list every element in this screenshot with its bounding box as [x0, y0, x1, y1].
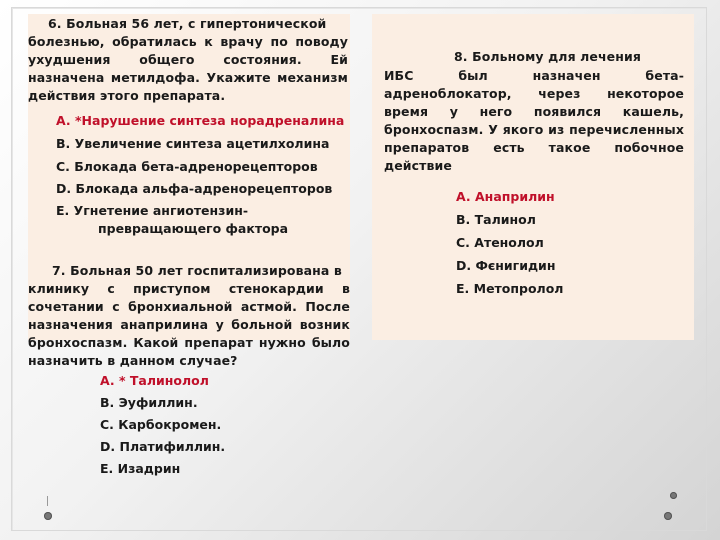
q7-option-a: A. * Талинолол — [100, 373, 209, 388]
q6-option-d: D. Блокада альфа-адренорецепторов — [56, 181, 333, 196]
q6-option-c: C. Блокада бета-адренорецепторов — [56, 159, 318, 174]
q7-option-b: B. Эуфиллин. — [100, 395, 198, 410]
q8-option-b: B. Талинол — [456, 212, 536, 227]
q6-option-e-cont: превращающего фактора — [98, 221, 289, 236]
q7-stem-first-line: 7. Больная 50 лет госпитализирована в — [52, 263, 342, 278]
q6-option-e: E. Угнетение ангиотензин- — [56, 203, 249, 218]
decorative-dot-icon — [44, 512, 52, 520]
q8-stem-first-line: 8. Больному для лечения — [454, 49, 641, 64]
q6-stem-first-line: 6. Больная 56 лет, с гипертонической — [48, 16, 327, 31]
q8-stem: ИБС был назначен бета-адреноблокатор, через некоторое время у него появился кашель, бронхоспазм. У якого из перечисленных препаратов есть такое побочное действие — [384, 68, 684, 173]
q7-option-c: C. Карбокромен. — [100, 417, 222, 432]
q6-option-a: A. *Нарушение синтеза норадреналина — [56, 113, 345, 128]
q8-option-c: C. Атенолол — [456, 235, 544, 250]
q8-option-e: E. Метопролол — [456, 281, 564, 296]
decorative-dot-icon — [664, 512, 672, 520]
q8-option-d: D. Фєнигидин — [456, 258, 556, 273]
decorative-tick-icon — [47, 496, 48, 506]
q6-option-b: B. Увеличение синтеза ацетилхолина — [56, 136, 330, 151]
q8-option-a: A. Анаприлин — [456, 189, 555, 204]
q7-stem: клинику с приступом стенокардии в сочетании с бронхиальной астмой. После назначения анаприлина у больной возник бронхоспазм. Какой препарат нужно было назначить в данном случае? — [28, 281, 350, 368]
q6-stem: болезнью, обратилась к врачу по поводу ухудшения общего состояния. Ей назначена метилдофа. Укажите механизм действия этого препарата. — [28, 34, 348, 103]
q7-option-d: D. Платифиллин. — [100, 439, 226, 454]
decorative-dot-icon — [670, 492, 677, 499]
q7-option-e: E. Изадрин — [100, 461, 181, 476]
